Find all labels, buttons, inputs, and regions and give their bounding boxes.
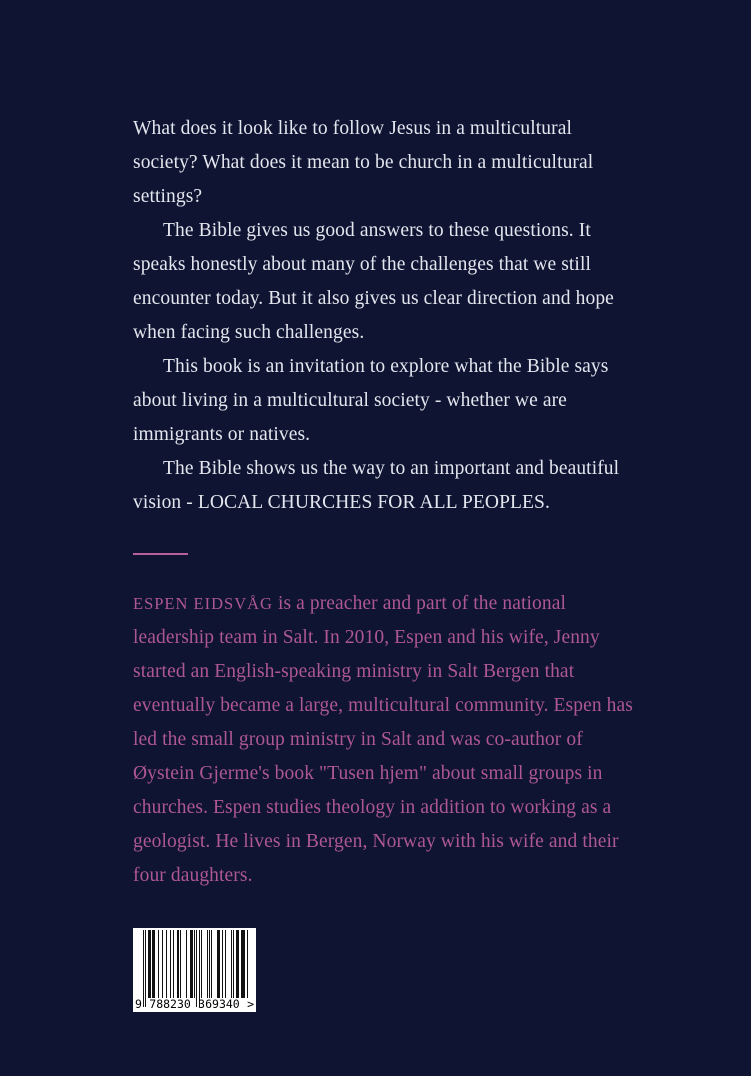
blurb-paragraph-3: This book is an invitation to explore what the Bible says about living in a multicultural society - whether we are immigrants or natives.: [133, 356, 609, 445]
barcode-digit-group: 788230: [149, 997, 191, 1011]
blurb-paragraph-2: The Bible gives us good answers to these questions. It speaks honestly about many of the challenges that we still encounter today. But it also gives us clear direction and hope when facing such challenges.: [133, 220, 614, 343]
barcode-digits: [133, 997, 256, 1011]
barcode-module: [248, 930, 249, 998]
barcode-digit-group: 9: [135, 997, 142, 1011]
bio-paragraph: [133, 587, 643, 893]
author-bio: [133, 587, 643, 893]
bio-text: is a preacher and part of the national leadership team in Salt. In 2010, Espen and his wife, Jenny started an English-speaking ministry in Salt Bergen that eventually became a large, multicultural community. Espen has led the small group ministry in Salt and was co-author of Øystein Gjerme's book "Tusen hjem" about small groups in churches. Espen studies theology in addition to working as a geologist. He lives in Bergen, Norway with his wife and their four daughters.: [133, 593, 633, 886]
barcode-bars: [143, 930, 250, 998]
blurb-paragraph-4: The Bible shows us the way to an important and beautiful vision - LOCAL CHURCHES FOR ALL PEOPLES.: [133, 458, 620, 513]
barcode: [133, 928, 256, 1012]
barcode-digit-group: 369340: [198, 997, 240, 1011]
blurb: [133, 112, 641, 520]
barcode-digit-group: >: [247, 997, 254, 1011]
author-name: ESPEN EIDSVÅG: [133, 594, 273, 613]
blurb-paragraph-1: What does it look like to follow Jesus in a multicultural society? What does it mean to be church in a multicultural settings?: [133, 118, 594, 207]
divider-line: [133, 553, 188, 555]
